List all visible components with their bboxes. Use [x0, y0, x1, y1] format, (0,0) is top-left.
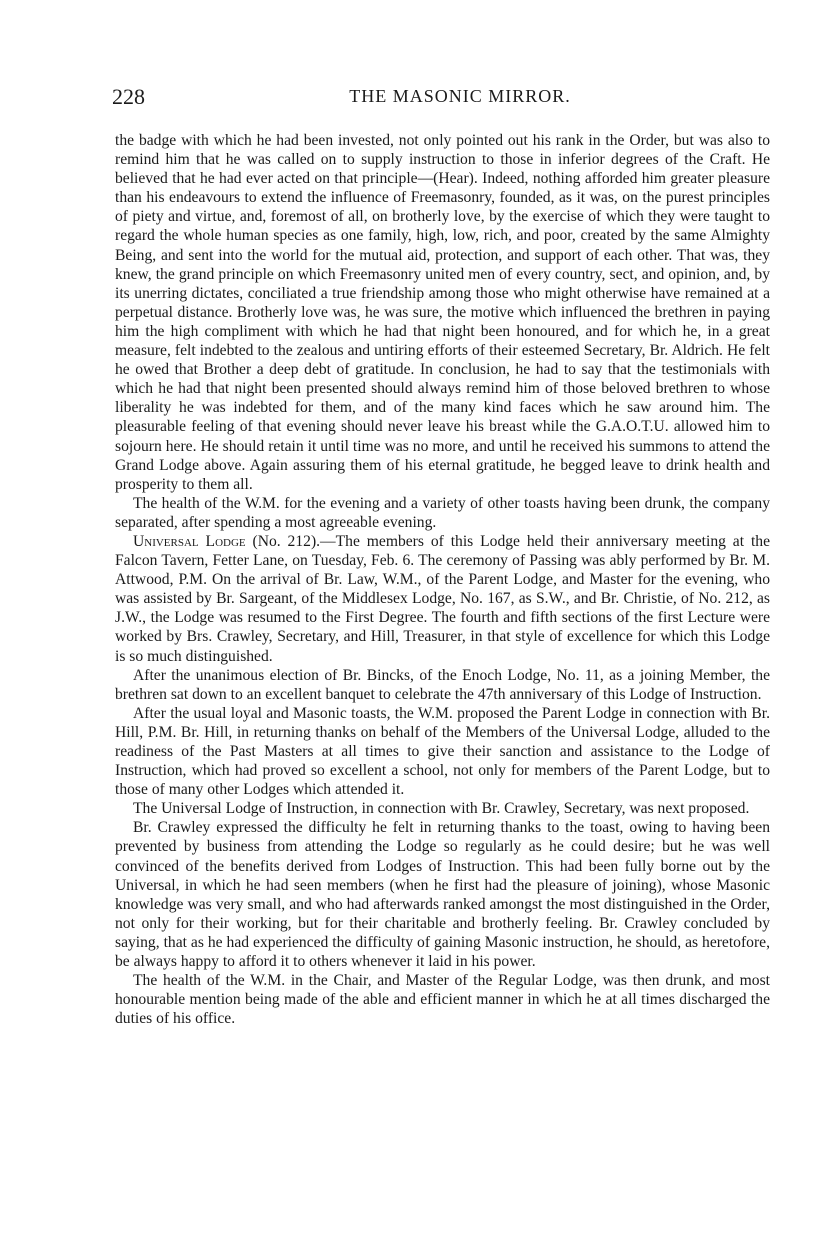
paragraph-universal-lodge-text: (No. 212).—The members of this Lodge held their anniversary meeting at the Falcon Tavern, Fetter Lane, on Tuesday, Feb. 6. The ceremony of Passing was ably performed by Br. M. Attwood, P.M. On the arrival of Br. Law, W.M., of the Parent Lodge, and Master for the evening, who was assisted by Br. Sargeant, of the Middlesex Lodge, No. 167, as S.W., and Br. Christie, of No. 212, as J.W., the Lodge was resumed to the First Degree. The fourth and fifth sections of the first Lecture were worked by Brs. Crawley, Secretary, and Hill, Treasurer, in that style of excellence for which this Lodge is so much distinguished. [115, 532, 771, 665]
paragraph-toasts: The health of the W.M. for the evening and a variety of other toasts having been drunk, the company separated, after spending a most agreeable evening. [115, 494, 770, 531]
paragraph-election: After the unanimous election of Br. Bincks, of the Enoch Lodge, No. 11, as a joining Member, the brethren sat down to an excellent banquet to celebrate the 47th anniversary of this Lodge of Instruction. [115, 666, 770, 703]
lodge-name-heading: Universal Lodge [133, 532, 246, 550]
paragraph-wm-health: The health of the W.M. in the Chair, and Master of the Regular Lodge, was then drunk, and most honourable mention being made of the able and efficient manner in which he at all times discharged the duties of his office. [115, 972, 770, 1028]
paragraph-crawley-reply: Br. Crawley expressed the difficulty he felt in returning thanks to the toast, owing to having been prevented by business from attending the Lodge so regularly as he could desire; but he was well convinced of the benefits derived from Lodges of Instruction. This had been fully borne out by the Universal, in which he had seen members (when he first had the pleasure of joining), whose Masonic knowledge was very small, and who had afterwards ranked amongst the most distinguished in the Order, not only for their working, but for their charitable and brotherly feeling. Br. Crawley concluded by saying, that as he had experienced the difficulty of gaining Masonic instruction, he should, as heretofore, be always happy to afford it to others whenever it laid in his power. [115, 819, 770, 971]
paragraph-instruction-toast: The Universal Lodge of Instruction, in connection with Br. Crawley, Secretary, was next proposed. [133, 800, 750, 818]
paragraph-speech: the badge with which he had been invested, not only pointed out his rank in the Order, but was also to remind him that he was called on to supply instruction to those in inferior degrees of the Craft. He believed that he had ever acted on that principle—(Hear). Indeed, nothing afforded him greater pleasure than his endeavours to extend the influence of Freemasonry, founded, as it was, on the purest principles of piety and virtue, and, foremost of all, on brotherly love, by the exercise of which they were taught to regard the whole human species as one family, high, low, rich, and poor, created by the same Almighty Being, and sent into the world for the mutual aid, protection, and support of each other. That was, they knew, the grand principle on which Freemasonry united men of every country, sect, and opinion, and, by its unerring dictates, conciliated a true friendship among those who might otherwise have remained at a perpetual distance. Brotherly love was, he was sure, the motive which influenced the brethren in paying him the high compliment with which he had that night been honoured, and for which he, in a great measure, felt indebted to the zealous and untiring efforts of their esteemed Secretary, Br. Aldrich. He felt he owed that Brother a deep debt of gratitude. In conclusion, he had to say that the testimonials with which he had that night been presented should always remind him of those beloved brethren to whose liberality he was indebted for them, and of the many kind faces which he saw around him. The pleasurable feeling of that evening should never leave his breast while the G.A.O.T.U. allowed him to sojourn here. He should retain it until time was no more, and until he received his summons to attend the Grand Lodge above. Again assuring them of his eternal gratitude, he begged leave to drink health and prosperity to them all. [115, 132, 770, 493]
running-title: THE MASONIC MIRROR. [349, 86, 571, 106]
page-header [112, 84, 772, 114]
paragraph-parent-lodge-toast: After the usual loyal and Masonic toasts, the W.M. proposed the Parent Lodge in connection with Br. Hill, P.M. Br. Hill, in returning thanks on behalf of the Members of the Universal Lodge, alluded to the readiness of the Past Masters at all times to give their sanction and assistance to the Lodge of Instruction, which had proved so excellent a school, not only for members of the Parent Lodge, but to those of many other Lodges which attended it. [115, 704, 770, 799]
article-body [115, 131, 770, 1028]
paragraph-universal-lodge [115, 532, 770, 666]
page-number: 228 [112, 84, 145, 109]
